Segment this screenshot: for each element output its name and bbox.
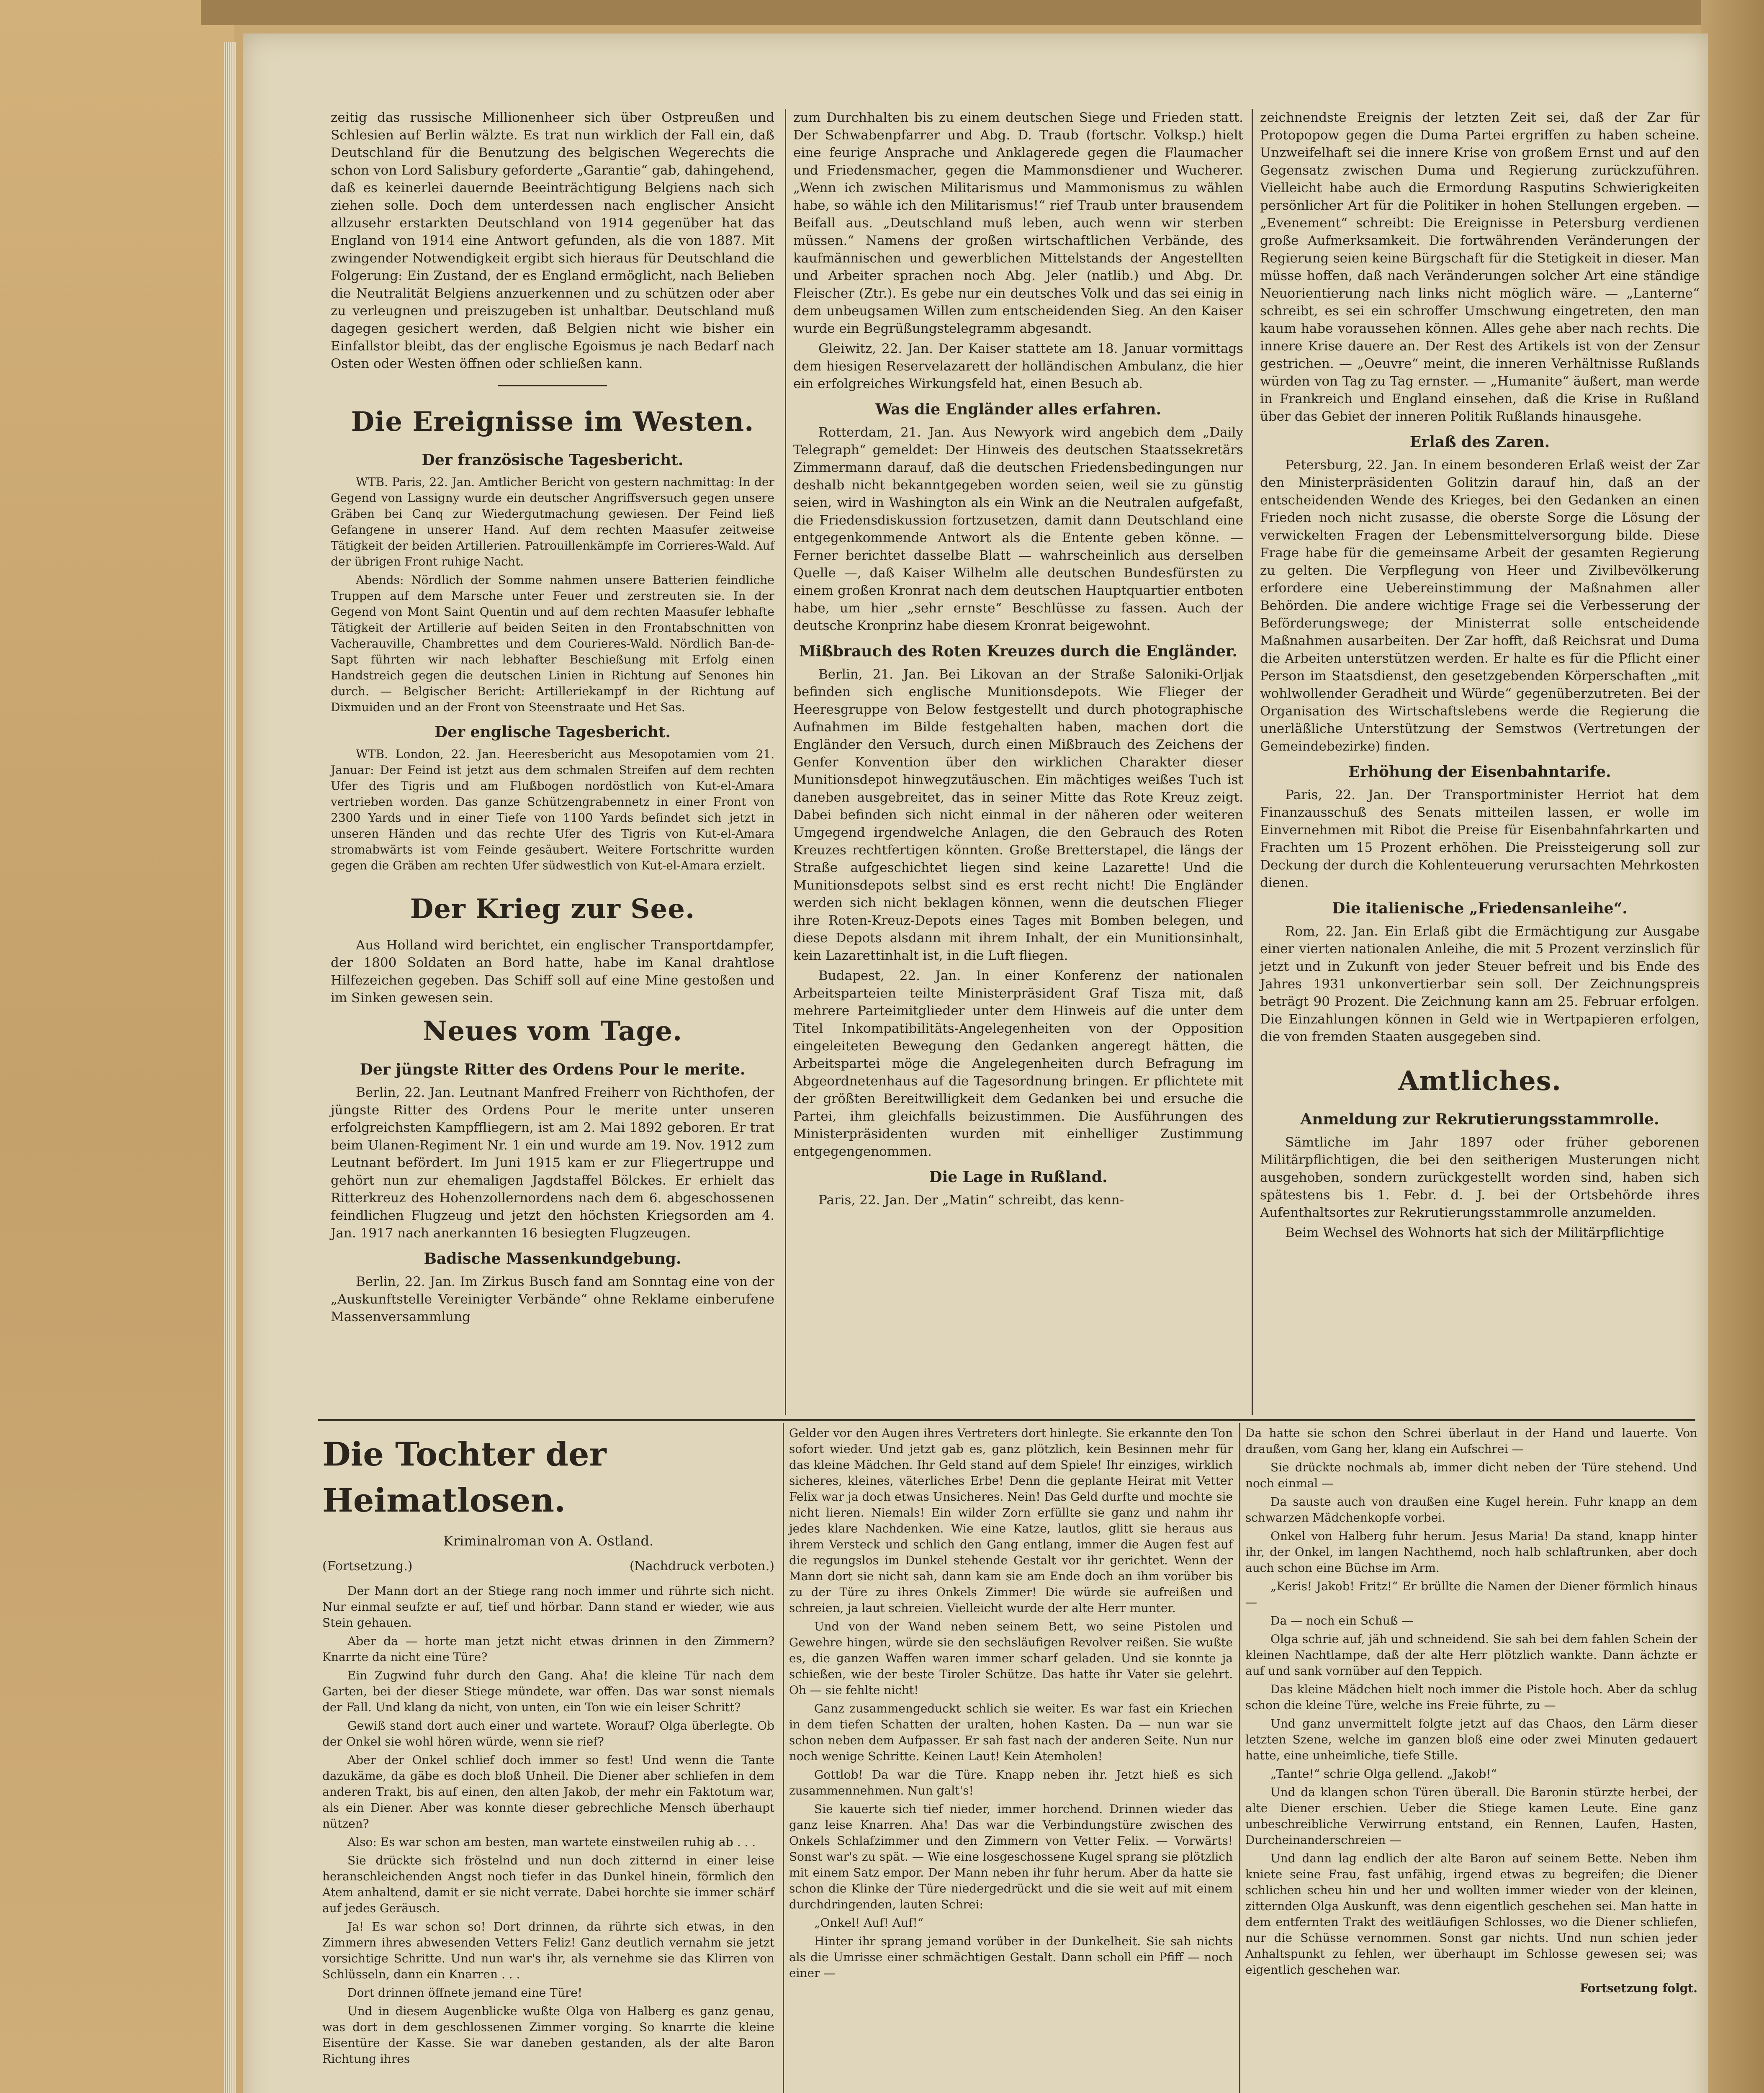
novel-meta (322, 1556, 774, 1576)
novel-paragraph: Ja! Es war schon so! Dort drinnen, da rührte sich etwas, in den Zimmern ihres abwesenden Vetters Feliz! Ganz deutlich vernahm sie jetzt vorsichtige Schritte. Und nun war's ihr, als vernehme sie das Klirren von Schlüsseln, dann ein Knarren . . . (322, 1920, 774, 1981)
article-heading: Was die Engländer alles erfahren. (875, 401, 1162, 418)
novel-paragraph: Sie kauerte sich tief nieder, immer horchend. Drinnen wieder das ganz leise Knarren. Aha! Das war die Verbindungstüre zwischen des Onkels Schlafzimmer und den Zimmern von Vetter Felix. — Vorwärts! Sonst war's zu spät. — Wie eine losgeschossene Kugel sprang sie plötzlich mit einem Satz empor. Der Mann neben ihr fuhr herum. Aber da hatte sie schon die Klinke der Türe niedergedrückt und die sie weit auf mit einem durchdringenden, lauten Schrei: (789, 1802, 1233, 1911)
novel-paragraph: Aber der Onkel schlief doch immer so fest! Und wenn die Tante dazukäme, da gäbe es doch bloß Unheil. Die Diener aber schliefen in dem anderen Trakt, bis auf einen, den alten Jakob, der mehr ein Faktotum war, als ein Diener. Aber was konnte dieser gebrechliche Mensch überhaupt nützen? (322, 1753, 774, 1831)
novel-paragraph: Sie drückte sich fröstelnd und nun doch zitternd in einer leise heranschleichenden Angst noch tiefer in das Dunkel hinein, förmlich den Atem anhaltend, damit er sie nicht verrate. Dabei horchte sie immer schärf auf jedes Geräusch. (322, 1854, 774, 1915)
novel-paragraph: Gewiß stand dort auch einer und wartete. Worauf? Olga überlegte. Ob der Onkel sie wohl hören würde, wenn sie rief? (322, 1719, 774, 1748)
article-paragraph: Abends: Nördlich der Somme nahmen unsere Batterien feindliche Truppen auf dem Marsche unter Feuer und zerstreuten sie. In der Gegend von Mont Saint Quentin und auf dem rechten Maasufer lebhafte Tätigkeit der Artillerie auf beiden Seiten in den Frontabschnitten von Vacherauville, Chambrettes und dem Courieres-Wald. Nördlich Ban-de-Sapt führten wir nach lebhafter Beschießung mit Erfolg einen Handstreich gegen die deutschen Linien in Richtung auf Senones hin durch. — Belgischer Bericht: Artilleriekampf in der Richtung auf Dixmuiden und an der Front von Steenstraate und Het Sas. (331, 573, 774, 714)
article-paragraph: Beim Wechsel des Wohnorts hat sich der Militärpflichtige (1285, 1225, 1664, 1240)
article-heading: Die Lage in Rußland. (929, 1168, 1108, 1186)
novel-paragraph: „Keris! Jakob! Fritz!“ Er brüllte die Namen der Diener förmlich hinaus — (1245, 1579, 1697, 1609)
novel-paragraph: Sie drückte nochmals ab, immer dicht neben der Türe stehend. Und noch einmal — (1245, 1460, 1697, 1490)
article-heading: Die italienische „Friedensanleihe“. (1332, 900, 1628, 917)
page-stack (224, 42, 237, 2093)
novel-paragraph: Da sauste auch von draußen eine Kugel herein. Fuhr knapp an dem schwarzen Mädchenkopfe vorbei. (1245, 1495, 1697, 1525)
novel-paragraph: Der Mann dort an der Stiege rang noch immer und rührte sich nicht. Nur einmal seufzte er auf, tief und hörbar. Dann stand er wieder, wie aus Stein gehauen. (322, 1584, 774, 1630)
article-paragraph: Aus Holland wird berichtet, ein englischer Transportdampfer, der 1800 Soldaten an Bord hatte, habe im Kanal drahtlose Hilfezeichen gegeben. Das Schiff soll auf eine Mine gestoßen und im Sinken gewesen sein. (331, 938, 774, 1005)
article-paragraph: Petersburg, 22. Jan. In einem besonderen Erlaß weist der Zar den Ministerpräsidenten Golitzin darauf hin, daß an der entscheidenden Wende des Krieges, bei den Gedanken an einen Frieden noch nicht zusasse, die oberste Sorge die Lösung der verwickelten Fragen der Lebensmittelversorgung bilde. Diese Frage habe für die gemeinsame Arbeit der gesamten Regierung zu gelten. Die Verpflegung von Heer und Zivilbevölkerung erfordere eine Uebereinstimmung der Maßnahmen aller Behörden. Die andere wichtige Frage sei die Verbesserung der Beförderungswege; der Ministerrat solle entscheidende Maßnahmen ausarbeiten. Der Zar hofft, daß Reichsrat und Duma die Arbeiten unterstützen werden. Er halte es für die Pflicht einer Person im Staatsdienst, den gesetzgebenden Körperschaften „mit wohlwollender Geradheit und Würde“ gegenüberzutreten. Bei der Organisation des Wirtschaftslebens werde die Regierung die unerläßliche Unterstützung der Semstwos (Vertretungen der Gemeindebezirke) finden. (1260, 458, 1700, 754)
article-paragraph: zum Durchhalten bis zu einem deutschen Siege und Frieden statt. Der Schwabenpfarrer und Abg. D. Traub (fortschr. Volksp.) hielt eine feurige Ansprache und Anklagerede gegen die Flaumacher und Friedensmacher, gegen die Mammonsdiener und Wucherer. „Wenn ich zwischen Militarismus und Mammonismus zu wählen habe, so wähle ich den Militarismus!“ rief Traub unter brausendem Beifall aus. „Deutschland muß leben, auch wenn wir sterben müssen.“ Namens der großen wirtschaftlichen Verbände, des kaufmännischen und gewerblichen Mittelstands der Angestellten und Arbeiter sprachen noch Abg. Jeler (natlib.) und Abg. Dr. Fleischer (Ztr.). Es gebe nur ein deutsches Volk und das sei einig in dem unbeugsamen Willen zum entscheidenden Sieg. An den Kaiser wurde ein Begrüßungstelegramm abgesandt. (793, 110, 1243, 336)
article-heading: Der englische Tagesbericht. (434, 723, 671, 741)
novel-paragraph: Gelder vor den Augen ihres Vertreters dort hinlegte. Sie erkannte den Ton sofort wieder. Und jetzt gab es, ganz plötzlich, kein Besinnen mehr für das kleine Mädchen. Ihr Geld stand auf dem Spiele! Ihr einziges, wirklich sicheres, kleines, väterliches Erbe! Denn die geplante Heirat mit Vetter Felix war ja doch etwas Unsicheres. Nein! Das Geld durfte und mochte sie nicht lieren. Niemals! Ein wilder Zorn erfüllte sie ganz und nahm ihr jedes klare Nachdenken. Wie eine Katze, lautlos, glitt sie heraus aus ihrem Versteck und schlich den Gang entlang, immer die Augen fest auf die regungslos im Dunkel stehende Gestalt vor ihr gerichtet. Wenn der Mann dort sie nicht sah, dann kam sie am Ende doch an ihm vorüber bis zu der Türe zu ihres Onkels Zimmer! Die würde sie aufreißen und schreien, ja laut schreien. Vielleicht wurde der alte Herr munter. (789, 1426, 1233, 1615)
separator (498, 385, 607, 386)
novel-paragraph: Also: Es war schon am besten, man wartete einstweilen ruhig ab . . . (347, 1835, 756, 1849)
novel-paragraph: Ganz zusammengeduckt schlich sie weiter. Es war fast ein Kriechen in dem tiefen Schatten der uralten, hohen Kasten. Da — nun war sie schon neben dem Aufpasser. Er sah fast nach der anderen Seite. Nun nur noch wenige Schritte. Keinen Laut! Kein Atemholen! (789, 1702, 1233, 1763)
article-paragraph: zeichnendste Ereignis der letzten Zeit sei, daß der Zar für Protopopow gegen die Duma Partei ergriffen zu haben scheine. Unzweifelhaft sei die innere Krise von großem Ernst und auf den Gegensatz zwischen Duma und Regierung zurückzuführen. Vielleicht habe auch die Ermordung Rasputins Schwierigkeiten persönlicher Art für die Politiker in hohen Stellungen ergeben. — „Evenement“ schreibt: Die Ereignisse in Petersburg verdienen große Aufmerksamkeit. Die fortwährenden Veränderungen der Regierung seien keine Bürgschaft für die Stetigkeit in dieser. Man müsse hoffen, daß nach Veränderungen solcher Art eine ständige Neuorientierung nach links nicht möglich wäre. — „Lanterne“ schreibt, es sei ein schroffer Umschwung eingetreten, den man kaum habe voraussehen können. Alles gehe aber nach rechts. Die innere Krise dauere an. Der Rest des Artikels ist von der Zensur gestrichen. — „Oeuvre“ meint, die inneren Verhältnisse Rußlands würden von Tag zu Tag ernster. — „Humanite“ äußert, man werde in Frankreich und England einsehen, daß die Krise in Rußland über das Gebiet der inneren Politik Rußlands hinausgehe. (1260, 110, 1700, 424)
novel-paragraph: Dort drinnen öffnete jemand eine Türe! (347, 1986, 583, 2000)
article-paragraph: Gleiwitz, 22. Jan. Der Kaiser stattete am 18. Januar vormittags dem hiesigen Reservelazarett der holländischen Ambulanz, die hier ein erfolgreiches Wirkungsfeld hat, einen Besuch ab. (793, 341, 1243, 391)
novel-column-2 (789, 1425, 1233, 1984)
article-paragraph: WTB. Paris, 22. Jan. Amtlicher Bericht von gestern nachmittag: In der Gegend von Lassigny wurde ein deutscher Angriffsversuch gegen unsere Gräben bei Canq zur Wiedergutmachung gewiesen. Der Feind ließ Gefangene in unserer Hand. Auf dem rechten Maasufer zeitweise Tätigkeit der beiden Artillerien. Patrouillenkämpfe im Corrieres-Wald. Auf der übrigen Front ruhige Nacht. (331, 475, 774, 568)
novel-title: Die Tochter der Heimatlosen. (322, 1435, 607, 1520)
novel-column-3 (1245, 1425, 1697, 1999)
novel-paragraph: Ein Zugwind fuhr durch den Gang. Aha! die kleine Tür nach dem Garten, bei der dieser Stiege mündete, war offen. Das war sonst niemals der Fall. Und klang da nicht, von unten, ein Ton wie ein leiser Schritt? (322, 1669, 774, 1714)
article-paragraph: WTB. London, 22. Jan. Heeresbericht aus Mesopotamien vom 21. Januar: Der Feind ist jetzt aus dem schmalen Streifen auf dem rechten Ufer des Tigris und am Flußbogen nordöstlich von Kut-el-Amara vertrieben worden. Das ganze Schützengrabennetz in einer Front von 2300 Yards und in einer Tiefe von 1100 Yards befindet sich jetzt in unseren Händen und das rechte Ufer des Tigris von Kut-el-Amara stromabwärts ist vom Feinde gesäubert. Weitere Fortschritte wurden gegen die Gräben am rechten Ufer südwestlich von Kut-el-Amara erzielt. (331, 747, 774, 872)
book-binding (0, 0, 234, 2093)
feuilleton-rule (318, 1419, 1695, 1421)
article-paragraph: Berlin, 21. Jan. Bei Likovan an der Straße Saloniki-Orljak befinden sich englische Munitionsdepots. Wie Flieger der Heeresgruppe von Below festgestellt und durch photographische Aufnahmen im Bilde festgehalten haben, machen dort die Engländer den Versuch, durch einen Mißbrauch des Zeichens der Genfer Konvention über den wirklichen Charakter dieser Munitionsdepot hinwegzutäuschen. Ein mächtiges weißes Tuch ist daneben ausgebreitet, das in seiner Mitte das Rote Kreuz zeigt. Dabei befinden sich nicht einmal in der näheren oder weiteren Umgegend irgendwelche Anlagen, die den Gebrauch des Roten Kreuzes rechtfertigen könnten. Große Bretterstapel, die längs der Straße aufgeschichtet liegen sind keine Lazarette! Und die Munitionsdepots selbst sind es erst recht nicht! Die Engländer werden sich nicht beklagen können, wenn die deutschen Flieger ihre Roten-Kreuz-Depots eines Tages mit Bomben belegen, und diese Depots alsdann mit ihrem Inhalt, der ein Munitionsinhalt, kein Lazarettinhalt ist, in die Luft fliegen. (793, 667, 1243, 963)
right-edge (1701, 0, 1764, 2093)
article-paragraph: Rom, 22. Jan. Ein Erlaß gibt die Ermächtigung zur Ausgabe einer vierten nationalen Anleihe, die mit 5 Prozent verzinslich für jetzt und in Zukunft von jeder Steuer befreit und bis Ende des Jahres 1931 unkonvertierbar sein soll. Der Zeichnungspreis beträgt 90 Prozent. Die Zeichnung kann am 25. Februar erfolgen. Die Einzahlungen können in Geld wie in Wertpapieren erfolgen, die von fremden Staaten ausgegeben sind. (1260, 924, 1700, 1044)
continuation-note: (Fortsetzung.) (322, 1559, 413, 1574)
section-heading: Die Ereignisse im Westen. (351, 406, 754, 437)
copyright-note: (Nachdruck verboten.) (629, 1559, 774, 1574)
top-edge (201, 0, 1764, 25)
novel-paragraph: Und in diesem Augenblicke wußte Olga von Halberg es ganz genau, was dort in dem geschlossenen Zimmer vorging. So knarrte die kleine Eisentüre der Kasse. Sie war daneben gestanden, als der alte Baron Richtung ihres (322, 2004, 774, 2066)
section-heading: Amtliches. (1398, 1065, 1562, 1097)
novel-paragraph: Und von der Wand neben seinem Bett, wo seine Pistolen und Gewehre hingen, würde sie den sechsläufigen Revolver reißen. Sie wußte es, die ganzen Waffen waren immer scharf geladen. Und sie konnte ja schießen, wie der beste Tiroler Schütze. Das hatte ihr Vater sie gelehrt. Oh — sie fehlte nicht! (789, 1620, 1233, 1697)
article-paragraph: Berlin, 22. Jan. Im Zirkus Busch fand am Sonntag eine von der „Auskunftstelle Vereinigter Verbände“ ohne Reklame einberufene Massenversammlung (331, 1274, 774, 1324)
continued-note: Fortsetzung folgt. (1580, 1981, 1697, 1995)
column-rule-2 (1252, 109, 1253, 1415)
article-paragraph: Berlin, 22. Jan. Leutnant Manfred Freiherr von Richthofen, der jüngste Ritter des Ordens Pour le merite unter unseren erfolgreichsten Kampffliegern, ist am 2. Mai 1892 geboren. Er trat beim Ulanen-Regiment Nr. 1 ein und wurde am 19. Nov. 1912 zum Leutnant befördert. Im Juni 1915 kam er zur Fliegertruppe und gehört nun zur ehemaligen Jagdstaffel Bölckes. Er erhielt das Ritterkreuz des Hohenzollernordens nach dem 6. abgeschossenen feindlichen Flugzeug und jetzt den höchsten Kriegsorden am 4. Jan. 1917 nach anerkannten 16 besiegten Flugzeugen. (331, 1085, 774, 1241)
novel-paragraph: „Tante!“ schrie Olga gellend. „Jakob!“ (1270, 1767, 1497, 1781)
column-3 (1260, 109, 1700, 1244)
novel-subtitle: Kriminalroman von A. Ostland. (443, 1533, 654, 1549)
section-heading: Neues vom Tage. (422, 1016, 683, 1047)
article-heading: Erhöhung der Eisenbahntarife. (1348, 763, 1611, 781)
column-2 (793, 109, 1243, 1211)
article-paragraph: Budapest, 22. Jan. In einer Konferenz der nationalen Arbeitsparteien teilte Ministerpräsident Graf Tisza mit, daß mehrere Parteimitglieder unter dem Hinweis auf die unter dem Titel Inkompatibilitäts-Angelegenheiten von der Opposition eingeleiteten Bewegung den Gedanken angeregt hätten, die Arbeitspartei möge die Angelegenheiten durch Befragung im Abgeordnetenhaus auf die Tagesordnung bringen. Er pflichtete mit der größten Bereitwilligkeit dem Gedanken bei und ersuche die Partei, ihm gleichfalls beizustimmen. Die Ausführungen des Ministerpräsidenten wurden mit einhelliger Zustimmung entgegengenommen. (793, 968, 1243, 1159)
novel-paragraph: Da — noch ein Schuß — (1270, 1614, 1414, 1628)
article-heading: Badische Massenkundgebung. (424, 1250, 681, 1268)
article-heading: Der französische Tagesbericht. (422, 451, 684, 469)
novel-paragraph: Da hatte sie schon den Schrei überlaut in der Hand und lauerte. Von draußen, vom Gang her, klang ein Aufschrei — (1245, 1426, 1697, 1456)
column-1 (331, 109, 774, 1328)
novel-paragraph: Und da klangen schon Türen überall. Die Baronin stürzte herbei, der alte Diener erschien. Ueber die Stiege kamen Leute. Eine ganz unbeschreibliche Verwirrung entstand, ein Rennen, Laufen, Hasten, Durcheinanderschreien — (1245, 1785, 1697, 1847)
novel-paragraph: Und ganz unvermittelt folgte jetzt auf das Chaos, den Lärm dieser letzten Szene, welche im ganzen bloß eine oder zwei Minuten gedauert hatte, eine unheimliche, tiefe Stille. (1245, 1717, 1697, 1762)
novel-paragraph: Olga schrie auf, jäh und schneidend. Sie sah bei dem fahlen Schein der kleinen Nachtlampe, daß der alte Herr plötzlich wankte. Dann ächzte er auf und sank vornüber auf den Teppich. (1245, 1632, 1697, 1678)
article-heading: Erlaß des Zaren. (1409, 433, 1550, 451)
article-heading: Mißbrauch des Roten Kreuzes durch die Engländer. (799, 643, 1238, 660)
novel-paragraph: Onkel von Halberg fuhr herum. Jesus Maria! Da stand, knapp hinter ihr, der Onkel, im langen Nachthemd, noch halb schlaftrunken, aber doch auch schon eine Büchse im Arm. (1245, 1529, 1697, 1575)
article-heading: Der jüngste Ritter des Ordens Pour le merite. (360, 1061, 746, 1078)
novel-paragraph: Hinter ihr sprang jemand vorüber in der Dunkelheit. Sie sah nichts als die Umrisse einer schmächtigen Gestalt. Dann scholl ein Pfiff — noch einer — (789, 1934, 1233, 1980)
novel-paragraph: Aber da — horte man jetzt nicht etwas drinnen in den Zimmern? Knarrte da nicht eine Türe? (322, 1634, 774, 1664)
novel-paragraph: Gottlob! Da war die Türe. Knapp neben ihr. Jetzt hieß es sich zusammennehmen. Nun galt's! (789, 1768, 1233, 1797)
article-paragraph: Rotterdam, 21. Jan. Aus Newyork wird angebich dem „Daily Telegraph“ gemeldet: Der Hinweis des deutschen Staatssekretärs Zimmermann darauf, daß die deutschen Friedensbedingungen nur deshalb nicht bekanntgegeben worden seien, weil sie zu günstig seien, wird in Washington als ein Wink an die Neutralen aufgefaßt, die Friedensdiskussion fortzusetzen, damit dann Deutschland eine entgegenkommende Antwort als die Entente geben könne. — Ferner berichtet dasselbe Blatt — wahrscheinlich aus derselben Quelle —, daß Kaiser Wilhelm alle deutschen Bundesfürsten zu einem großen Kronrat nach dem deutschen Hauptquartier entboten habe, um hier „sehr ernste“ Beschlüsse zu fassen. Auch der deutsche Kronprinz habe diesem Kronrat beigewohnt. (793, 425, 1243, 633)
novel-column-1 (322, 1427, 774, 2070)
novel-paragraph: Das kleine Mädchen hielt noch immer die Pistole hoch. Aber da schlug schon die kleine Türe, welche ins Freie führte, zu — (1245, 1682, 1697, 1712)
section-heading: Der Krieg zur See. (410, 893, 695, 925)
article-paragraph: Paris, 22. Jan. Der Transportminister Herriot hat dem Finanzausschuß des Senats mitteilen lassen, er wolle im Einvernehmen mit Ribot die Preise für Eisenbahnfahrkarten und Frachten um 15 Prozent erhöhen. Die Preissteigerung soll zur Deckung der durch die Kohlenteuerung verursachten Mehrkosten dienen. (1260, 787, 1700, 890)
novel-rule-1 (783, 1423, 784, 2093)
novel-paragraph: „Onkel! Auf! Auf!“ (814, 1916, 924, 1930)
article-paragraph: Sämtliche im Jahr 1897 oder früher geborenen Militärpflichtigen, die bei den seitherigen Musterungen nicht ausgehoben, sondern zurückgestellt worden sind, haben sich spätestens bis 1. Febr. d. J. bei der Ortsbehörde ihres Aufenthaltsortes zur Rekrutierungsstammrolle anzumelden. (1260, 1135, 1700, 1220)
article-heading: Anmeldung zur Rekrutierungsstammrolle. (1300, 1111, 1659, 1128)
novel-paragraph: Und dann lag endlich der alte Baron auf seinem Bette. Neben ihm kniete seine Frau, fast unfähig, irgend etwas zu begreifen; die Diener schlichen scheu hin und her und wollten immer wieder von der kleinen, zitternden Olga Auskunft, was denn eigentlich geschehen sei. Man hatte in dem entfernten Trakt des weitläufigen Schlosses, wo die Diener schliefen, nur die Schüsse vernommen. Sonst gar nichts. Und nun schien jeder Anhaltspunkt zu fehlen, wer überhaupt im Schlosse gewesen sei; was eigentlich geschehen war. (1245, 1851, 1697, 1977)
column-rule-1 (785, 109, 786, 1415)
article-paragraph: Paris, 22. Jan. Der „Matin“ schreibt, das kenn- (818, 1193, 1124, 1208)
novel-rule-2 (1239, 1423, 1240, 2093)
article-paragraph: zeitig das russische Millionenheer sich über Ostpreußen und Schlesien auf Berlin wälzte. Es trat nun wirklich der Fall ein, daß Deutschland für die Benutzung des belgischen Wegerechts die schon von Lord Salisbury geforderte „Garantie“ gab, dahingehend, daß es keinerlei dauernde Beeinträchtigung Belgiens nach sich ziehen solle. Doch dem unterdessen nach englischer Ansicht allzusehr erstarkten Deutschland von 1914 gegenüber hat das England von 1914 eine Antwort gefunden, als die von 1887. Mit zwingender Notwendigkeit ergibt sich hieraus für Deutschland die Folgerung: Ein Zustand, der es England ermöglicht, nach Belieben die Neutralität Belgiens anzuerkennen und zu schützen oder aber zu verleugnen und preiszugeben ist unhaltbar. Deutschland muß dagegen gesichert werden, daß Belgien nicht wie bisher ein Einfallstor bleibt, das der englische Egoismus je nach Bedarf nach Osten oder Westen öffnen oder schließen kann. (331, 110, 774, 371)
